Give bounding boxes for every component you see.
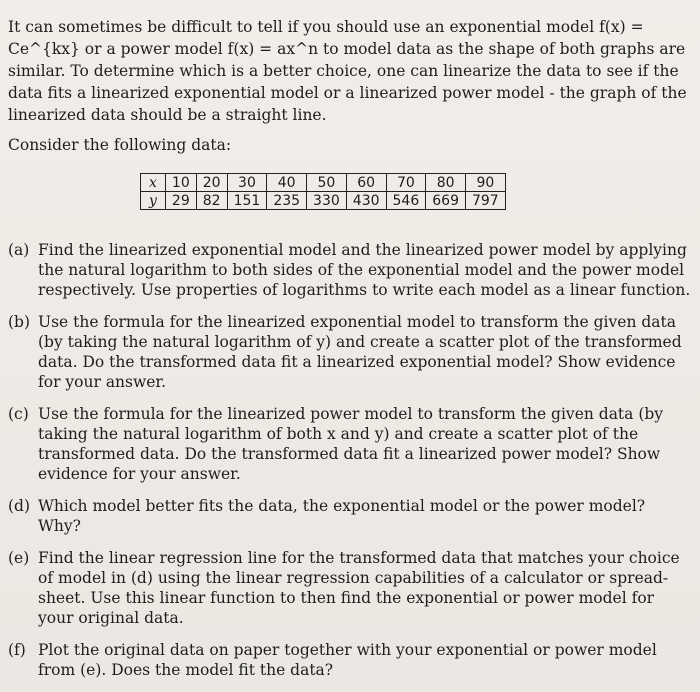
- table-cell: 82: [196, 192, 227, 210]
- consider-label: Consider the following data:: [8, 136, 232, 154]
- table-cell: 10: [165, 174, 196, 192]
- table-cell: 430: [346, 192, 386, 210]
- table-cell: 546: [386, 192, 426, 210]
- part-text: Which model better fits the data, the exponential model or the power model? Why?: [38, 497, 646, 535]
- question-part-b: [8, 312, 692, 392]
- question-part-d: [8, 496, 692, 536]
- table-cell: 80: [426, 174, 466, 192]
- question-part-f: [8, 640, 692, 680]
- question-parts: [8, 240, 692, 692]
- part-label: (a): [8, 241, 30, 259]
- question-part-a: [8, 240, 692, 300]
- table-cell: 330: [307, 192, 347, 210]
- row-header-y: y: [141, 192, 166, 210]
- part-text: Find the linear regression line for the transformed data that matches your choice of model in (d) using the linear regression capabilities of a calculator or spread- sheet. Use this linear function to then find the exponential or power model for your original data.: [38, 549, 680, 627]
- table-row-y: [141, 192, 506, 210]
- table-cell: 70: [386, 174, 426, 192]
- part-label: (c): [8, 405, 29, 423]
- part-text: Use the formula for the linearized exponential model to transform the given data (by taking the natural logarithm of y) and create a scatter plot of the transformed data. Do the transformed data fit a linearized exponential model? Show evidence for your answer.: [38, 313, 682, 391]
- row-header-x: x: [141, 174, 166, 192]
- part-label: (b): [8, 313, 31, 331]
- table-cell: 151: [227, 192, 267, 210]
- table-cell: 669: [426, 192, 466, 210]
- table-cell: 235: [267, 192, 307, 210]
- part-label: (d): [8, 497, 31, 515]
- part-label: (f): [8, 641, 26, 659]
- table-cell: 20: [196, 174, 227, 192]
- table-cell: 90: [465, 174, 505, 192]
- question-part-c: [8, 404, 692, 484]
- table-cell: 60: [346, 174, 386, 192]
- table-cell: 40: [267, 174, 307, 192]
- table-cell: 29: [165, 192, 196, 210]
- part-label: (e): [8, 549, 30, 567]
- part-text: Plot the original data on paper together with your exponential or power model from (e). Does the model fit the data?: [38, 641, 657, 679]
- part-text: Use the formula for the linearized power model to transform the given data (by taking the natural logarithm of both x and y) and create a scatter plot of the transformed data. Do the transformed data fit a linearized power model? Show evidence for your answer.: [38, 405, 664, 483]
- table-cell: 50: [307, 174, 347, 192]
- table-row-x: [141, 174, 506, 192]
- part-text: Find the linearized exponential model and the linearized power model by applying the natural logarithm to both sides of the exponential model and the power model respectively. Use properties of logarithms to write each model as a linear function.: [38, 241, 691, 299]
- table-cell: 30: [227, 174, 267, 192]
- intro-text: It can sometimes be difficult to tell if you should use an exponential model f(x) = Ce^{kx} or a power model f(x) = ax^n to model data as the shape of both graphs are similar. To determine which is a better choice, one can linearize the data to see if the data fits a linearized exponential model or a linearized power model - the graph of the linearized data should be a straight line.: [8, 18, 687, 124]
- table-cell: 797: [465, 192, 505, 210]
- data-table: [140, 173, 506, 210]
- question-part-e: [8, 548, 692, 628]
- intro-paragraph: [8, 16, 688, 126]
